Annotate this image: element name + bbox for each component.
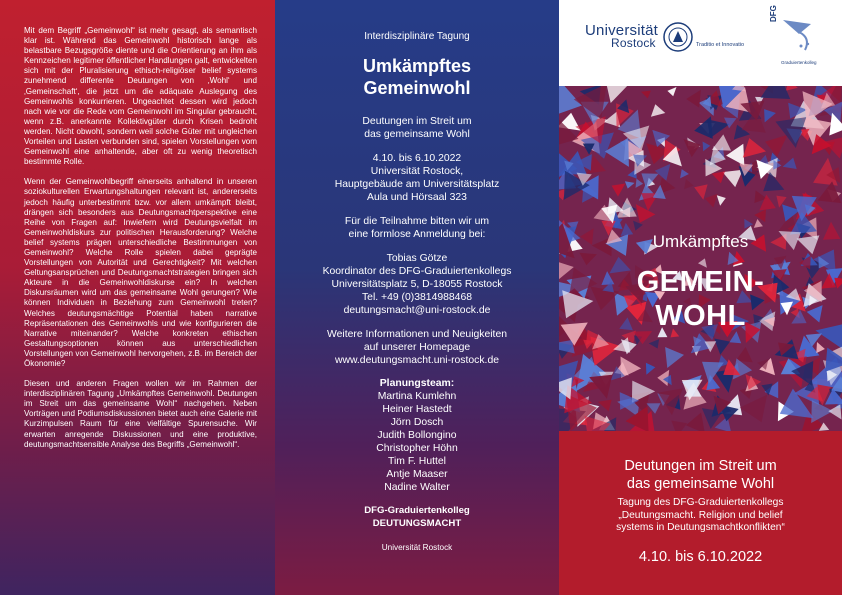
venue-line-1: Universität Rostock, <box>370 166 464 177</box>
college-line-2: DEUTUNGSMACHT <box>372 518 462 529</box>
questions-paragraph: Wenn der Gemeinwohlbegriff einerseits anhaltend in unseren soziokulturellen Erwartungshaltungen relevant ist, andererseits jedoch häufig unterbestimmt bzw. vor allem umkämpft bleibt, drängen sich besonders aus Deutungsmachtperspektive eine Reihe von Fragen auf: Inwiefern wird Deutungsvielfalt im Gemeinwohldiskurs zur politischen Herausforderung? Welche belief systems prägen unterschiedliche Bestimmungen von Gemeinwohl? Welche Rolle spielen dabei geprägte Vorstellungen von Autorität und Gerechtigkeit? Mit welchen Geltungsansprüchen und Deutungsmachtstrategien bringen sich Akteure in die Gemeinwohldiskurse ein? In welchen Diskursräumen wird um das gemeinsame Wohl gerungen? Wie können Individuen in Beziehung zum Gemeinwohl treten? Welches deutungsmächtige Potential haben narrative Repräsentationen des Gemeinwohls und wie konfigurieren die Narrative miteinander? Welche konkreten ethischen Gestaltungsoptionen können aus unterschiedlichen Vorstellungen von Gemeinwohl hervorgehen, z.B. im Bereich der Ökonomie? <box>24 177 257 368</box>
subtitle-line-2: das gemeinsame Wohl <box>364 129 470 140</box>
cover-title-line-1: GEMEIN- <box>636 266 765 298</box>
cover-kicker: Umkämpftes <box>652 232 749 251</box>
title-line-2: Gemeinwohl <box>363 78 471 98</box>
registration-line-2: eine formlose Anmeldung bei: <box>348 229 486 240</box>
closing-paragraph: Diesen und anderen Fragen wollen wir im Rahmen der interdisziplinären Tagung „Umkämpftes Gemeinwohl. Deutungen im Streit um das gemeinsame Wohl“ nachgehen. Neben Vorträgen und Podiumsdiskussionen bietet auch eine Galerie mit Kurzimpulsen Raum für eine vielfältige Spurensuche. Wir erwarten anregende Diskussionen und eine produktive, deutungsmachtsensible Analyse des Begriffs „Gemeinwohl“. <box>24 379 257 449</box>
team-member: Heiner Hastedt <box>382 404 452 415</box>
university-line-2: Rostock <box>611 36 656 50</box>
cover-date: 4.10. bis 6.10.2022 <box>638 548 763 565</box>
intro-paragraph: Mit dem Begriff „Gemeinwohl“ ist mehr gesagt, als semantisch klar ist. Während das Gemeinwohl historisch lange als belastbare Bezugsgröße diente und die Orientierung an ihm als Kennzeichen legitimer öffentlicher Handlungen galt, entwickelten sich mit der Pluralisierung ethisch-religiöser belief systems zunehmend differente Deutungen von ‚Wohl‘ und ‚Gemeinschaft‘, die jetzt um die adäquate Auslegung des Gemeinwohls konkurrieren. Ungeachtet dessen wird jedoch nach wie vor die Rede vom Gemeinwohl im Singular gebraucht, wenn z.B. anerkannte Kollektivgüter durch Krisen bedroht werden. Nicht obwohl, sondern weil solche Güter mit ungleichen Vorteilen und Lasten verbunden sind, spielen Vorstellungen vom Gemeinwohl eine anhaltende, aber oft zu wenig theoretisch bestimmte Rolle. <box>24 26 257 167</box>
team-member: Antje Maaser <box>386 469 448 480</box>
homepage-link[interactable]: www.deutungsmacht.uni-rostock.de <box>334 355 500 366</box>
title-line-1: Umkämpftes <box>362 56 472 76</box>
cover-description-line-3: systems in Deutungsmachtkonflikten“ <box>616 522 785 533</box>
venue-line-2: Hauptgebäude am Universitätsplatz <box>334 179 500 190</box>
logo-bar <box>559 0 842 86</box>
team-member: Judith Bollongino <box>377 430 457 441</box>
date: 4.10. bis 6.10.2022 <box>372 153 462 164</box>
cover-subtitle-line-1: Deutungen im Streit um <box>624 458 777 474</box>
cover-subtitle-line-2: das gemeinsame Wohl <box>626 476 775 492</box>
team-member: Jörn Dosch <box>390 417 444 428</box>
university-logo <box>585 24 658 50</box>
info-line-1: Weitere Informationen und Neuigkeiten <box>326 329 508 340</box>
info-line-2: auf unserer Homepage <box>363 342 471 353</box>
left-panel <box>0 0 275 595</box>
university-seal-icon <box>663 22 693 52</box>
cover-description-line-2: „Deutungsmacht. Religion und belief <box>618 509 783 521</box>
registration-line-1: Für die Teilnahme bitten wir um <box>344 216 490 227</box>
contact-name: Tobias Götze <box>386 253 448 264</box>
contact-phone: Tel. +49 (0)3814988468 <box>361 292 473 303</box>
subtitle-line-1: Deutungen im Streit um <box>362 116 472 127</box>
cover-title-line-2: WOHL <box>655 300 746 332</box>
middle-panel <box>275 0 559 595</box>
team-member: Christopher Höhn <box>376 443 458 454</box>
triangle-pattern <box>559 86 842 431</box>
team-heading: Planungsteam: <box>379 378 455 389</box>
dfg-caption: Graduiertenkolleg <box>781 60 817 65</box>
contact-email[interactable]: deutungsmacht@uni-rostock.de <box>343 305 491 316</box>
team-member: Martina Kumlehn <box>377 391 457 402</box>
cover-panel <box>559 0 842 595</box>
cover-description-line-1: Tagung des DFG-Graduiertenkollegs <box>617 497 784 508</box>
kicker: Interdisziplinäre Tagung <box>364 31 470 42</box>
team-member: Nadine Walter <box>384 482 450 493</box>
dfg-label: DFG <box>769 5 778 22</box>
team-member: Tim F. Huttel <box>388 456 446 467</box>
venue-line-3: Aula und Hörsaal 323 <box>367 192 467 203</box>
university-line-1: Universität <box>585 22 659 39</box>
cover-bottom <box>559 431 842 595</box>
dfg-logo-icon <box>771 14 821 62</box>
college-line-1: DFG-Graduiertenkolleg <box>364 505 470 516</box>
footer-university: Universität Rostock <box>381 543 453 552</box>
contact-address: Universitätsplatz 5, D-18055 Rostock <box>331 279 503 290</box>
contact-role: Koordinator des DFG-Graduiertenkollegs <box>322 266 512 277</box>
tradition-motto: Traditio et Innovatio <box>696 42 745 48</box>
